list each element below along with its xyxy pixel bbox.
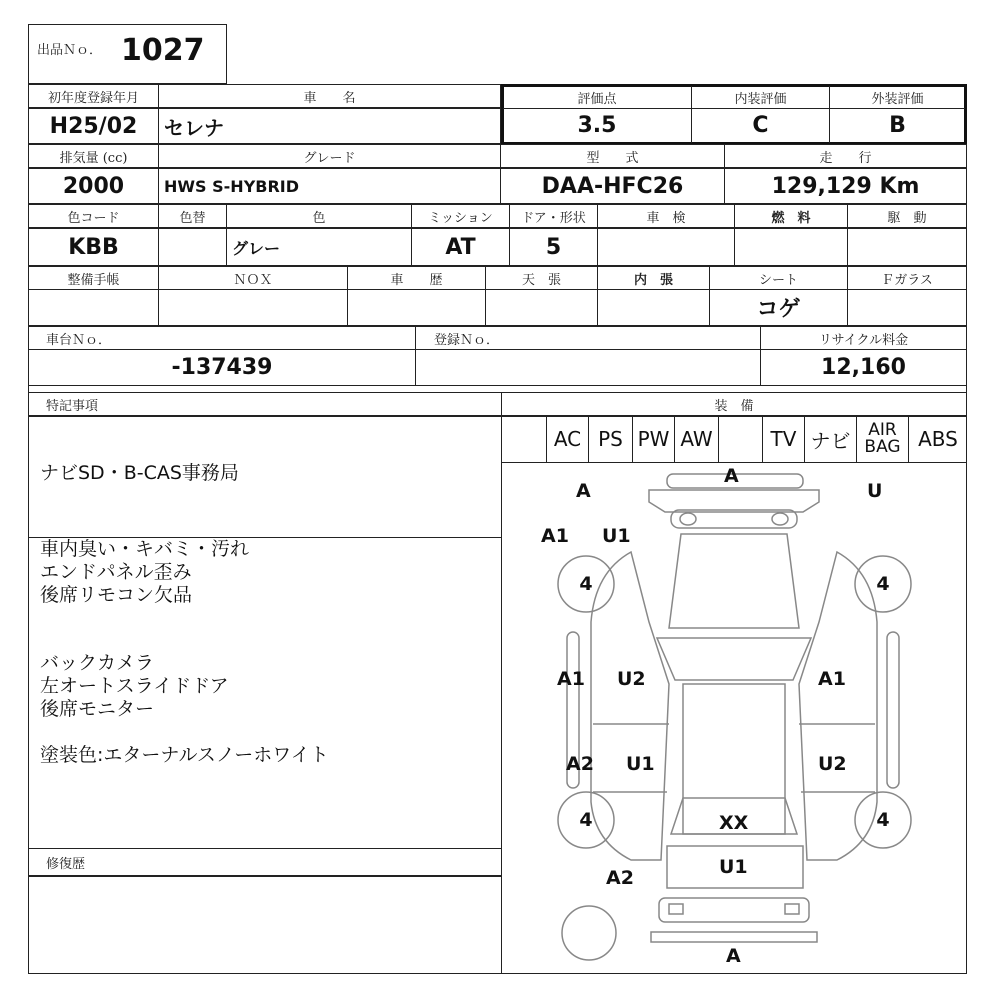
drive-label: 駆 動 — [887, 210, 927, 226]
regno-label: 登録Ｎｏ． — [434, 332, 500, 348]
model-value: DAA-HFC26 — [541, 173, 684, 199]
windshield — [657, 638, 811, 680]
repair-label: 修復歴 — [46, 856, 86, 872]
rear-lower-trim — [651, 932, 817, 942]
mark-door-fl2: U2 — [617, 668, 646, 690]
seat-value: コゲ — [756, 297, 801, 322]
reg-label: 初年度登録年月 — [47, 90, 139, 106]
seat-label: シート — [758, 272, 798, 288]
interior-trim-value-cell — [597, 289, 710, 326]
door-value: 5 — [545, 234, 562, 260]
exterior-label: 外装評価 — [871, 91, 924, 107]
name-value: セレナ — [164, 115, 224, 140]
color-label: 色 — [312, 210, 326, 226]
regno-value-cell — [415, 349, 761, 386]
name-label: 車 名 — [303, 90, 356, 106]
note-block-1: ナビSD・B-CAS事務局 — [40, 462, 239, 484]
equip-blank-1 — [501, 416, 546, 462]
repair-value-cell — [28, 876, 502, 974]
repaint-label: 色替 — [179, 210, 206, 226]
right-outer-trim — [887, 632, 899, 788]
front-hood-outline — [649, 490, 819, 512]
colorcode-label: 色コード — [67, 210, 120, 226]
tire-fl-value: 4 — [579, 573, 593, 595]
mark-door-rl1: A2 — [566, 753, 594, 775]
colorcode-value: KBB — [68, 234, 119, 260]
score-value: 3.5 — [577, 113, 617, 138]
history-value-cell — [347, 289, 486, 326]
chassis-label: 車台Ｎｏ． — [46, 332, 112, 348]
equip-aw: AW — [674, 416, 718, 462]
chassis-value: -137439 — [171, 355, 273, 380]
recycle-value: 12,160 — [821, 355, 906, 380]
record-label: 整備手帳 — [67, 272, 120, 288]
hood — [669, 534, 799, 628]
grade-label: グレード — [303, 150, 356, 166]
recycle-label: リサイクル料金 — [818, 332, 909, 348]
exterior-value: B — [889, 113, 906, 138]
nox-label: ＮＯＸ — [233, 272, 273, 288]
lot-box — [28, 24, 227, 84]
repair-label-cell — [28, 848, 502, 876]
glass-label: Ｆガラス — [881, 272, 933, 288]
rear-bumper — [659, 898, 809, 922]
mark-door-fl1: A1 — [557, 668, 585, 690]
note-block-2: 車内臭い・キバミ・汚れ エンドパネル歪み 後席リモコン欠品 — [40, 538, 250, 606]
mileage-value: 129,129 Km — [771, 173, 920, 199]
history-label: 車 歴 — [390, 272, 443, 288]
drive-value-cell — [847, 228, 967, 266]
inspection-label: 車 検 — [646, 210, 686, 226]
note-block-3: バックカメラ 左オートスライドドア 後席モニター — [40, 652, 229, 720]
spare-tire — [562, 906, 616, 960]
tire-rr-value: 4 — [876, 809, 890, 831]
notes-label-cell — [28, 392, 502, 416]
mark-fender-l1: A1 — [541, 525, 569, 547]
roof-label: 天 張 — [521, 272, 561, 288]
tire-rl-value: 4 — [579, 809, 593, 831]
rear-light-right — [785, 904, 799, 914]
record-value-cell — [28, 289, 159, 326]
front-emblem-left — [680, 513, 696, 525]
equip-tv: TV — [762, 416, 804, 462]
lot-label: 出品Ｎｏ． — [37, 43, 103, 58]
mark-fender-l2: U1 — [602, 525, 631, 547]
interior-label: 内装評価 — [734, 91, 787, 107]
roof-value-cell — [485, 289, 598, 326]
mark-door-rl2: U1 — [626, 753, 655, 775]
glass-value-cell — [847, 289, 967, 326]
mission-label: ミッション — [428, 210, 493, 226]
nox-value-cell — [158, 289, 348, 326]
fuel-label: 燃 料 — [771, 210, 811, 226]
mark-door-rr: U2 — [818, 753, 847, 775]
equip-blank-2 — [718, 416, 762, 462]
score-label: 評価点 — [577, 91, 617, 107]
fuel-value-cell — [734, 228, 848, 266]
mark-hatch: U1 — [719, 856, 748, 878]
equip-navi: ナビ — [804, 416, 856, 462]
mileage-label: 走 行 — [819, 150, 872, 166]
mission-value: AT — [445, 234, 476, 260]
color-value: グレー — [232, 238, 281, 258]
mark-front-left: A — [576, 480, 591, 502]
mark-front-center: A — [724, 465, 739, 487]
grade-value: HWS S-HYBRID — [164, 176, 300, 196]
equip-ac: AC — [546, 416, 588, 462]
equip-airbag: AIR BAG — [856, 416, 908, 462]
mark-front-right: U — [867, 480, 883, 502]
disp-value: 2000 — [62, 173, 125, 199]
equipment-label: 装 備 — [714, 398, 754, 414]
repaint-value-cell — [158, 228, 227, 266]
interior-trim-label: 内 張 — [633, 272, 673, 288]
equip-pw: PW — [632, 416, 674, 462]
reg-value: H25/02 — [49, 113, 138, 139]
front-emblem-right — [772, 513, 788, 525]
mark-rear-center: A — [726, 945, 741, 967]
mark-door-fr: A1 — [818, 668, 846, 690]
equip-abs: ABS — [908, 416, 967, 462]
rear-light-left — [669, 904, 683, 914]
notes-label: 特記事項 — [46, 398, 99, 414]
equip-ps: PS — [588, 416, 632, 462]
tire-fr-value: 4 — [876, 573, 890, 595]
inspection-value-cell — [597, 228, 735, 266]
note-block-4: 塗装色:エターナルスノーホワイト — [40, 744, 329, 766]
car-diagram — [501, 462, 967, 974]
interior-value: C — [752, 113, 769, 138]
mark-rear-left: A2 — [606, 867, 634, 889]
door-label: ドア・形状 — [521, 210, 586, 226]
model-label: 型 式 — [586, 150, 639, 166]
lot-number: 1027 — [121, 33, 205, 68]
mark-roof-rear: XX — [719, 812, 749, 834]
disp-label: 排気量 (cc) — [59, 150, 128, 166]
